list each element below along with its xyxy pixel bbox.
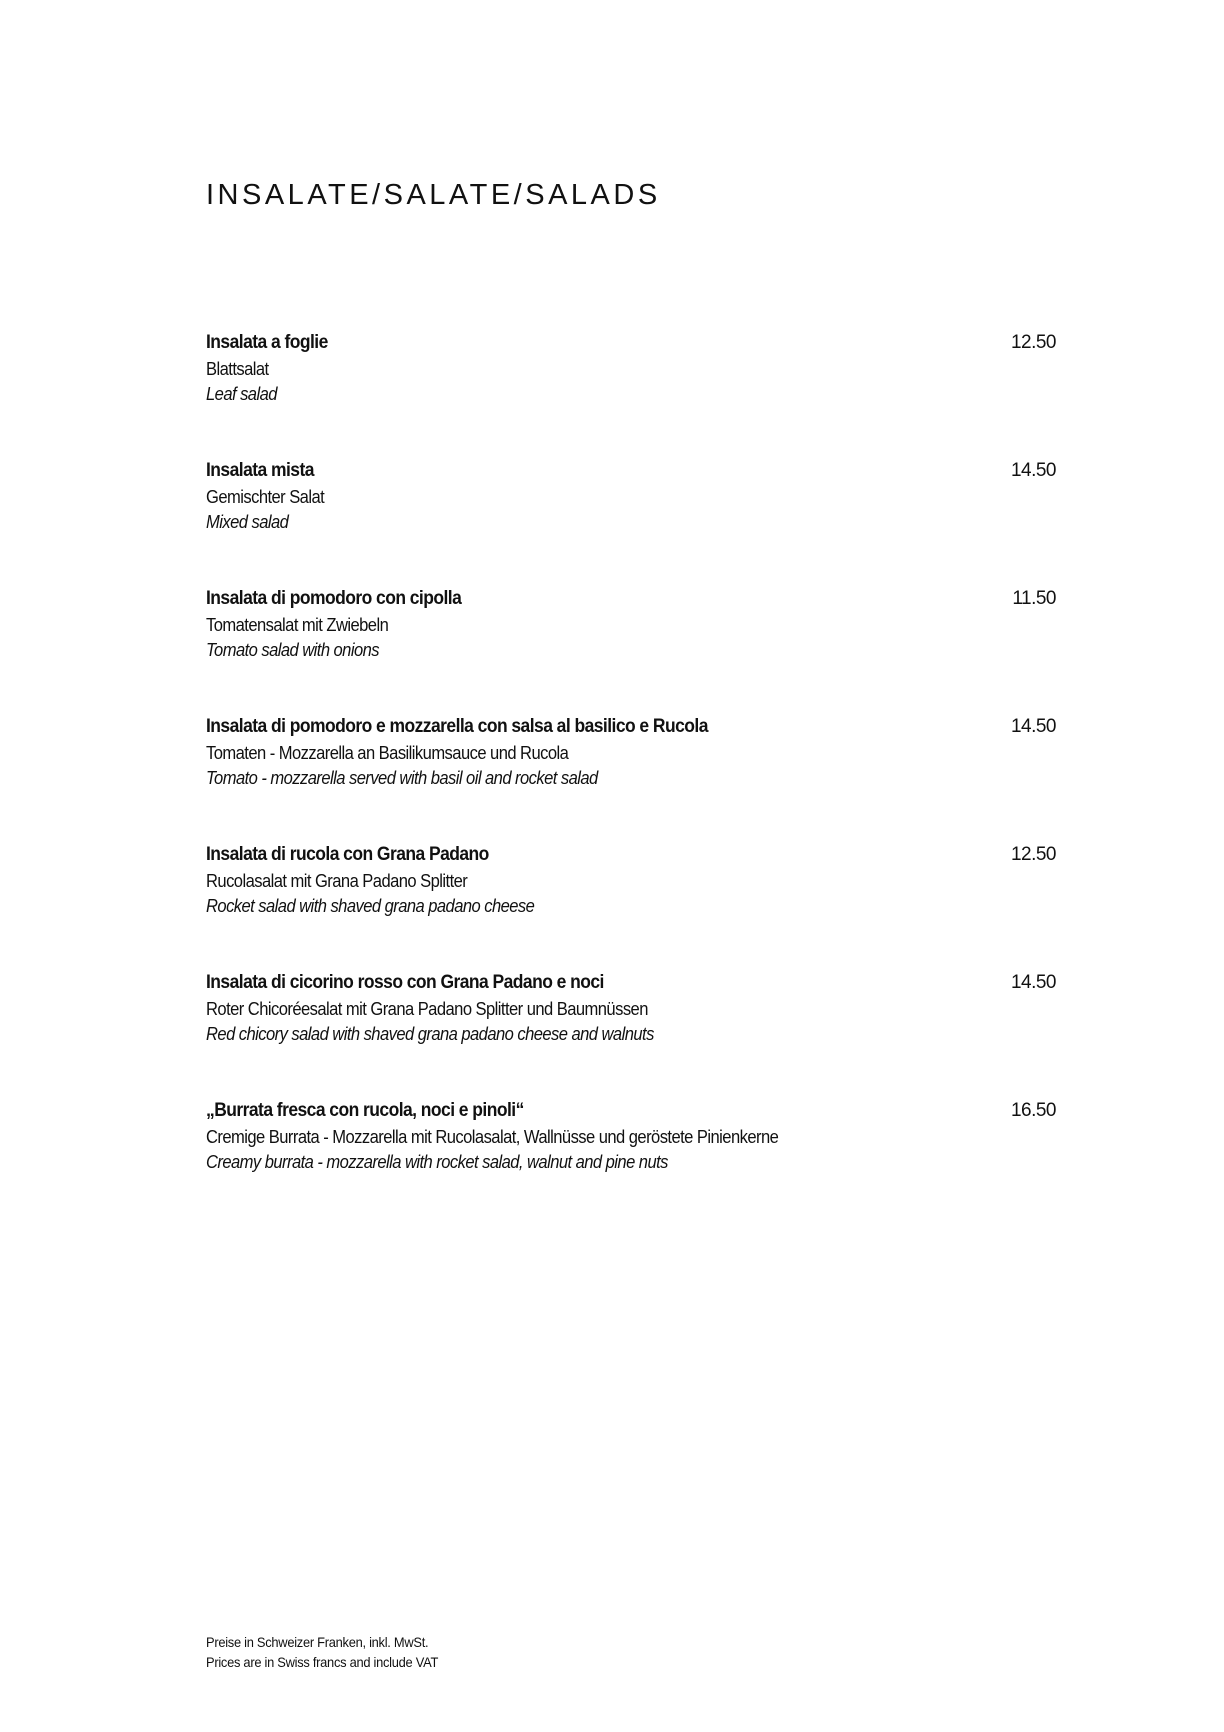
item-name: Insalata di cicorino rosso con Grana Padano e noci <box>206 972 604 993</box>
item-german-description: Tomatensalat mit Zwiebeln <box>206 615 389 635</box>
item-english-description: Leaf salad <box>206 384 277 404</box>
item-name: „Burrata fresca con rucola, noci e pinoli“ <box>206 1100 524 1121</box>
item-price: 12.50 <box>1010 332 1056 353</box>
footer-english-note: Prices are in Swiss francs and include VAT <box>206 1654 439 1670</box>
item-english-description: Mixed salad <box>206 512 289 532</box>
menu-item <box>206 1099 1056 1179</box>
item-name: Insalata di pomodoro e mozzarella con salsa al basilico e Rucola <box>206 716 708 737</box>
item-german-description: Gemischter Salat <box>206 487 325 507</box>
item-price: 14.50 <box>1010 972 1056 993</box>
menu-item <box>206 587 1056 667</box>
item-german-description: Tomaten - Mozzarella an Basilikumsauce und Rucola <box>206 743 569 763</box>
item-english-description: Creamy burrata - mozzarella with rocket salad, walnut and pine nuts <box>206 1152 668 1172</box>
item-german-description: Cremige Burrata - Mozzarella mit Rucolasalat, Wallnüsse und geröstete Pinienkerne <box>206 1127 779 1147</box>
item-english-description: Red chicory salad with shaved grana padano cheese and walnuts <box>206 1024 654 1044</box>
item-price: 12.50 <box>1010 844 1056 865</box>
footer-german-note: Preise in Schweizer Franken, inkl. MwSt. <box>206 1634 429 1650</box>
item-price: 14.50 <box>1010 460 1056 481</box>
item-name: Insalata mista <box>206 460 314 481</box>
item-german-description: Blattsalat <box>206 359 269 379</box>
menu-item <box>206 715 1056 795</box>
item-name: Insalata di pomodoro con cipolla <box>206 588 462 609</box>
page-title: INSALATE/SALATE/SALADS <box>206 179 661 211</box>
item-english-description: Tomato - mozzarella served with basil oil and rocket salad <box>206 768 598 788</box>
item-german-description: Roter Chicoréesalat mit Grana Padano Splitter und Baumnüssen <box>206 999 648 1019</box>
item-english-description: Rocket salad with shaved grana padano cheese <box>206 896 535 916</box>
menu-item <box>206 459 1056 539</box>
item-price: 14.50 <box>1010 716 1056 737</box>
menu-item <box>206 331 1056 411</box>
menu-item <box>206 843 1056 923</box>
footer-note <box>206 1632 438 1672</box>
item-price: 16.50 <box>1010 1100 1056 1121</box>
item-german-description: Rucolasalat mit Grana Padano Splitter <box>206 871 468 891</box>
item-name: Insalata di rucola con Grana Padano <box>206 844 489 865</box>
item-name: Insalata a foglie <box>206 332 328 353</box>
item-price: 11.50 <box>1012 588 1056 609</box>
item-english-description: Tomato salad with onions <box>206 640 380 660</box>
menu-item <box>206 971 1056 1051</box>
